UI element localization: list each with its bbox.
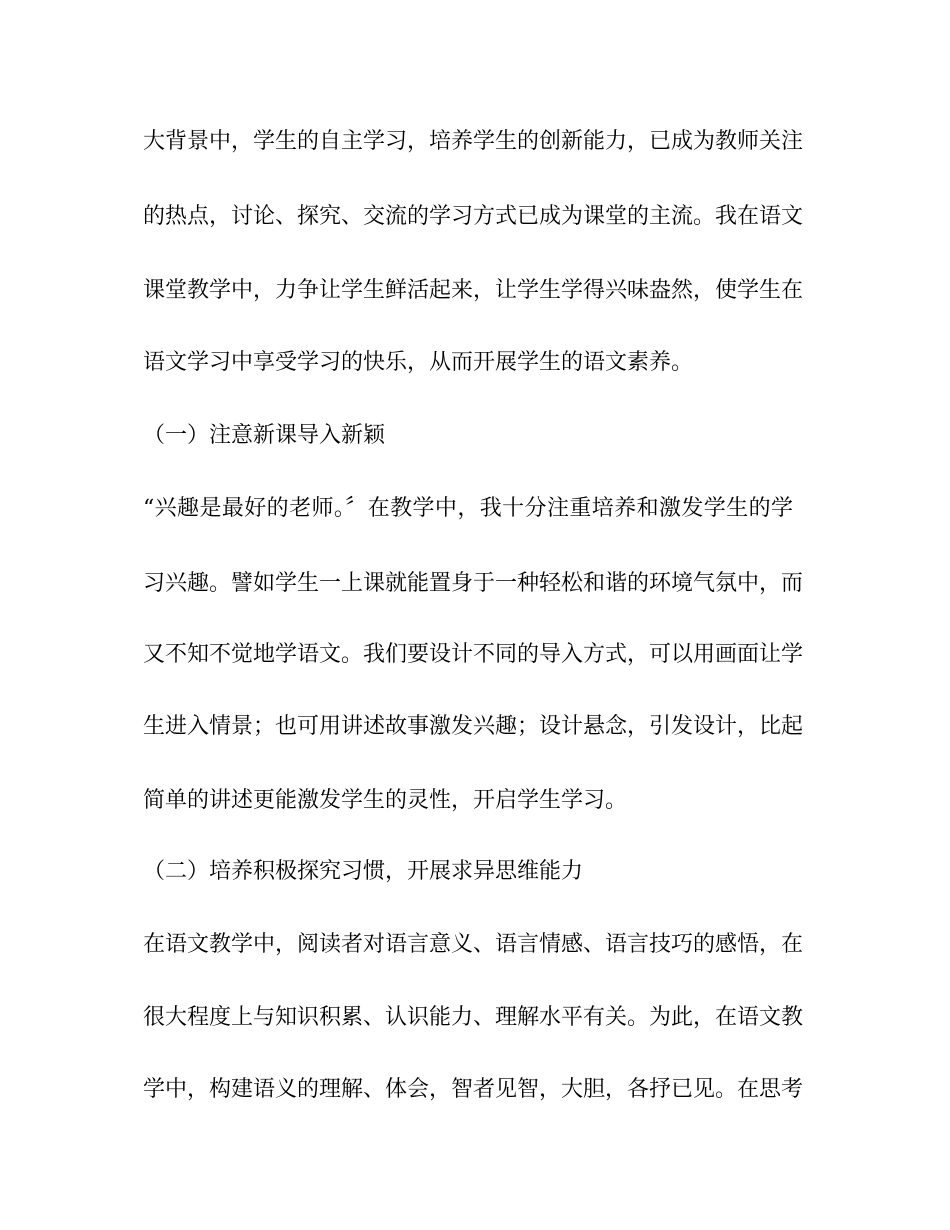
paragraph-line: 习兴趣。譬如学生一上课就能置身于一种轻松和谐的环境气氛中，而 <box>143 571 804 596</box>
paragraph-line: 很大程度上与知识积累、认识能力、理解水平有关。为此，在语文教 <box>143 1005 804 1030</box>
paragraph-line: 语文学习中享受学习的快乐，从而开展学生的语文素养。 <box>143 350 694 375</box>
paragraph-line: 的热点，讨论、探究、交流的学习方式已成为课堂的主流。我在语文 <box>143 204 804 229</box>
section-heading-2: （二）培养积极探究习惯，开展求异思维能力 <box>143 859 584 884</box>
section-heading-1: （一）注意新课导入新颖 <box>143 423 386 448</box>
paragraph-line: 生进入情景；也可用讲述故事激发兴趣；设计悬念，引发设计，比起 <box>143 714 804 739</box>
paragraph-line: 课堂教学中，力争让学生鲜活起来，让学生学得兴味盎然，使学生在 <box>143 278 804 303</box>
paragraph-line: 在语文教学中，阅读者对语言意义、语言情感、语言技巧的感悟，在 <box>143 932 804 957</box>
paragraph-line: “兴趣是最好的老师。〞在教学中，我十分注重培养和激发学生的学 <box>143 496 793 521</box>
paragraph-line: 简单的讲述更能激发学生的灵性，开启学生学习。 <box>143 788 628 813</box>
paragraph-line: 大背景中，学生的自主学习，培养学生的创新能力，已成为教师关注 <box>143 129 804 154</box>
paragraph-line: 又不知不觉地学语文。我们要设计不同的导入方式，可以用画面让学 <box>143 642 804 667</box>
paragraph-line: 学中，构建语义的理解、体会，智者见智，大胆，各抒已见。在思考 <box>143 1077 804 1102</box>
